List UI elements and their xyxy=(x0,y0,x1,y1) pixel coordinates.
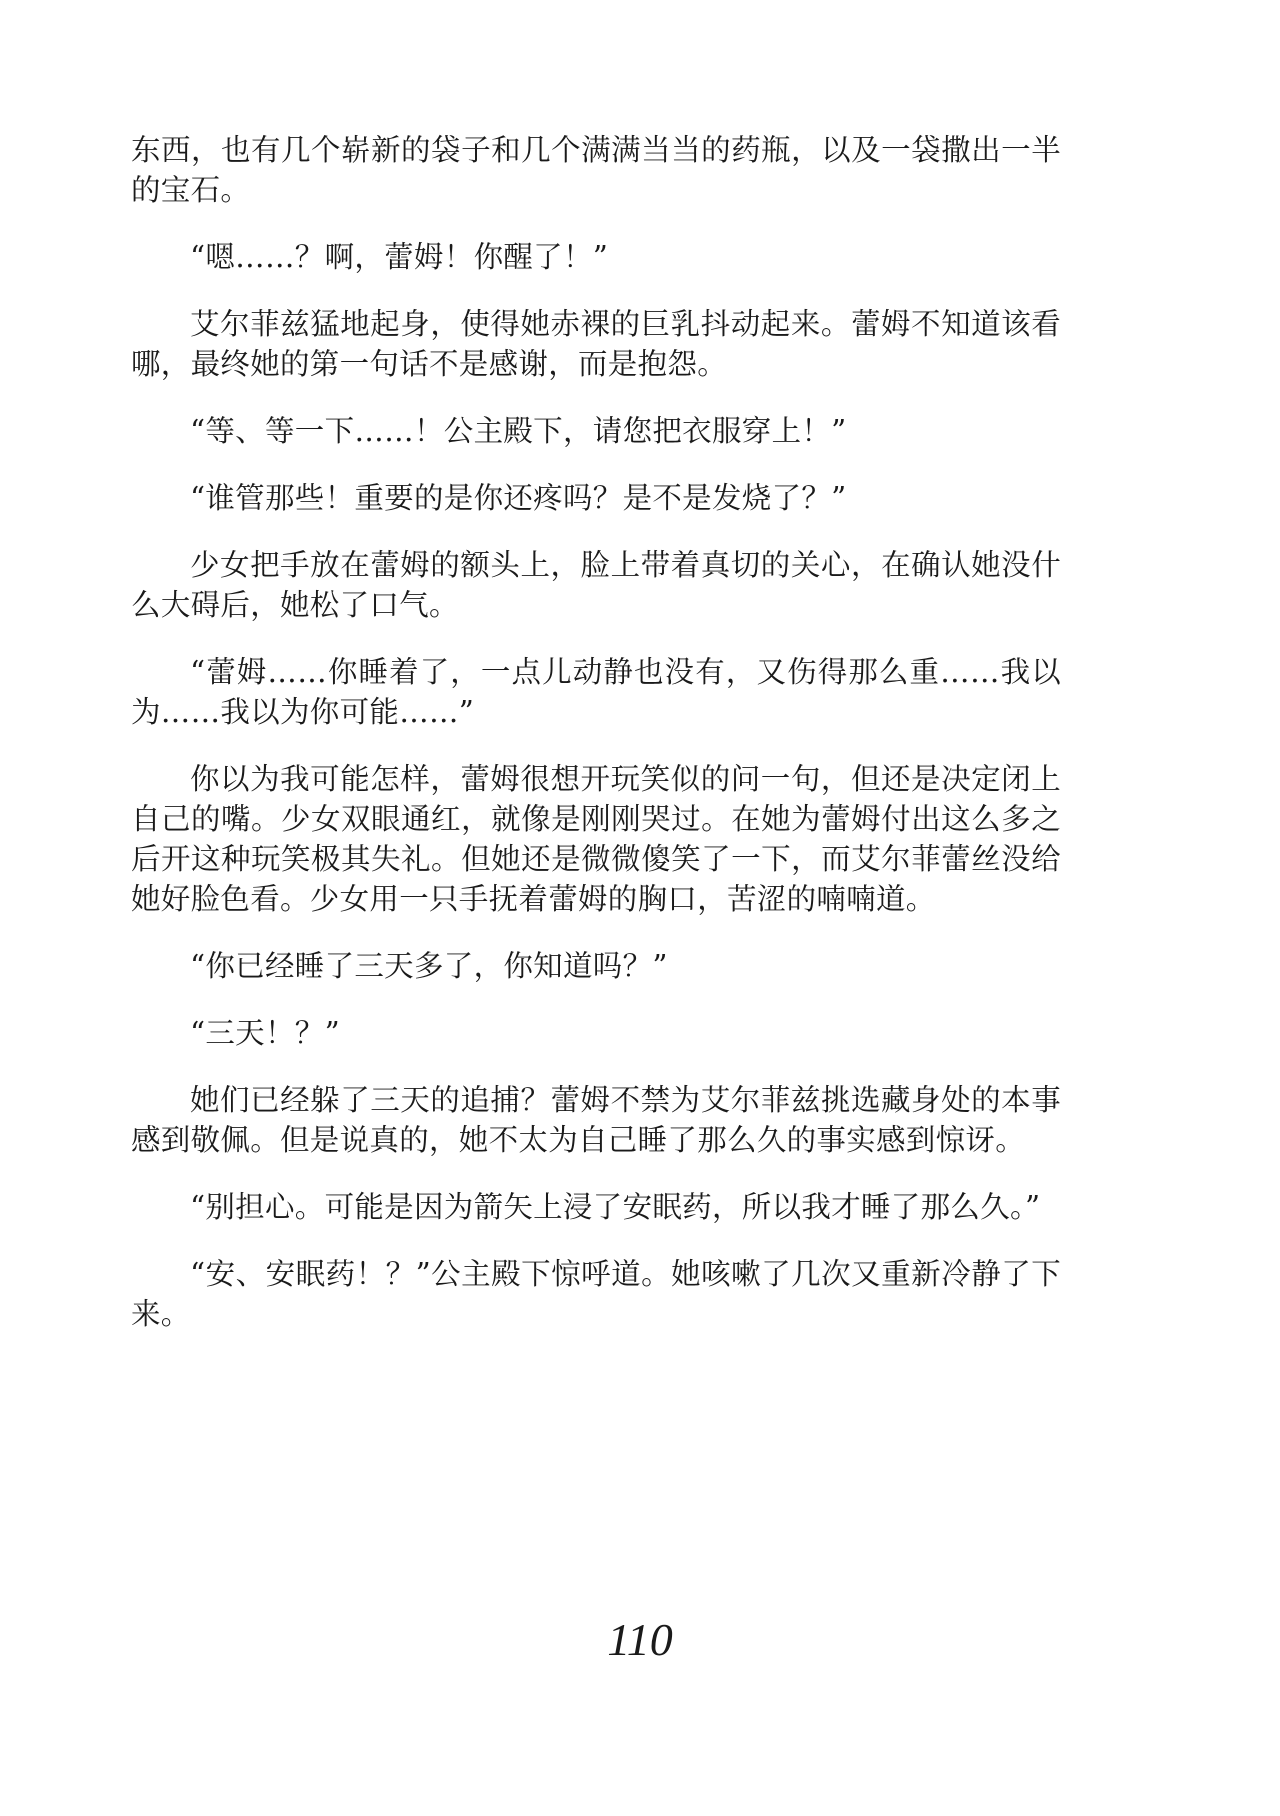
paragraph: 艾尔菲兹猛地起身，使得她赤裸的巨乳抖动起来。蕾姆不知道该看哪，最终她的第一句话不是感谢，而是抱怨。 xyxy=(131,307,1061,381)
body-text xyxy=(131,130,1061,1361)
paragraph: 她们已经躲了三天的追捕？蕾姆不禁为艾尔菲兹挑选藏身处的本事感到敬佩。但是说真的，她不太为自己睡了那么久的事实感到惊讶。 xyxy=(131,1083,1061,1157)
page-number: 110 xyxy=(607,1614,673,1665)
paragraph: “别担心。可能是因为箭矢上浸了安眠药，所以我才睡了那么久。” xyxy=(190,1190,1041,1224)
paragraph: 少女把手放在蕾姆的额头上，脸上带着真切的关心，在确认她没什么大碍后，她松了口气。 xyxy=(131,548,1061,622)
paragraph: “等、等一下……！公主殿下，请您把衣服穿上！” xyxy=(190,414,847,448)
paragraph: “你已经睡了三天多了，你知道吗？” xyxy=(190,949,668,983)
paragraph: 东西，也有几个崭新的袋子和几个满满当当的药瓶，以及一袋撒出一半的宝石。 xyxy=(131,133,1061,207)
paragraph: “安、安眠药！？”公主殿下惊呼道。她咳嗽了几次又重新冷静了下来。 xyxy=(131,1257,1061,1331)
paragraph: “嗯……？啊，蕾姆！你醒了！” xyxy=(190,240,609,274)
paragraph: “谁管那些！重要的是你还疼吗？是不是发烧了？” xyxy=(190,481,847,515)
paragraph: 你以为我可能怎样，蕾姆很想开玩笑似的问一句，但还是决定闭上自己的嘴。少女双眼通红，就像是刚刚哭过。在她为蕾姆付出这么多之后开这种玩笑极其失礼。但她还是微微傻笑了一下，而艾尔菲蕾丝没给她好脸色看。少女用一只手抚着蕾姆的胸口，苦涩的喃喃道。 xyxy=(131,762,1061,916)
paragraph: “三天！？” xyxy=(190,1016,340,1050)
paragraph: “蕾姆……你睡着了，一点儿动静也没有，又伤得那么重……我以为……我以为你可能……” xyxy=(131,655,1061,729)
